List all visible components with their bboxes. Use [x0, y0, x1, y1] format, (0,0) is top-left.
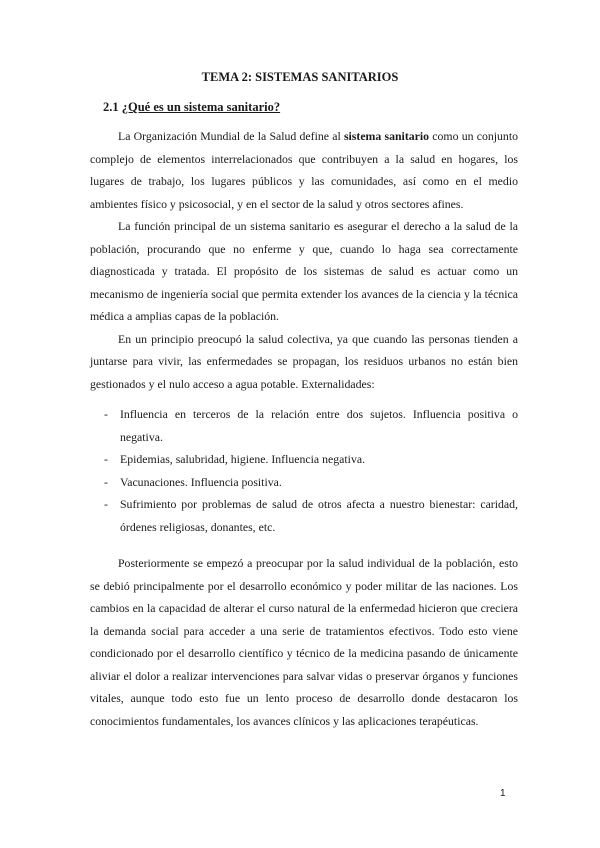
section-number: 2.1	[103, 100, 119, 114]
list-item	[90, 493, 518, 538]
paragraph-4: Posteriormente se empezó a preocupar por la salud individual de la población, esto se debió principalmente por el desarrollo económico y poder militar de las naciones. Los cambios en la capacidad de alterar el curso natural de la enfermedad hicieron que creciera la demanda social para acceder a una serie de tratamientos efectivos. Todo esto viene condicionado por el desarrollo científico y técnico de la medicina pasando de únicamente aliviar el dolor a realizar intervenciones para salvar vidas o preservar órganos y funciones vitales, aunque todo esto fue un lento proceso de desarrollo donde destacaron los conocimientos fundamentales, los avances clínicos y las aplicaciones terapéuticas.	[90, 556, 518, 728]
paragraph-2: La función principal de un sistema sanitario es asegurar el derecho a la salud de la población, procurando que no enferme y que, cuando lo haga sea correctamente diagnosticada y tratada. El propósito de los sistemas de salud es actuar como un mecanismo de ingeniería social que permita extender los avances de la ciencia y la técnica médica a amplias capas de la población.	[90, 219, 518, 323]
list-item-text: Epidemias, salubridad, higiene. Influencia negativa.	[120, 452, 366, 466]
section-title: ¿Qué es un sistema sanitario?	[121, 100, 281, 114]
list-item	[90, 403, 518, 448]
list-item-text: Influencia en terceros de la relación entre dos sujetos. Influencia positiva o negativa.	[120, 407, 518, 444]
list-item-text: Sufrimiento por problemas de salud de otros afecta a nuestro bienestar: caridad, órdenes religiosas, donantes, etc.	[120, 497, 518, 534]
section-heading	[103, 100, 280, 115]
page-number: 1	[500, 788, 506, 799]
bold-term-sistema-sanitario: sistema sanitario	[343, 129, 430, 143]
document-title: TEMA 2: SISTEMAS SANITARIOS	[201, 70, 399, 84]
list-item	[90, 448, 518, 471]
bullet-dash: -	[104, 407, 108, 421]
list-item	[90, 471, 518, 494]
paragraph-1	[90, 125, 518, 215]
document-body	[90, 125, 518, 732]
bullet-dash: -	[104, 474, 108, 489]
paragraph-1-end: como un conjunto complejo de elementos interrelacionados que contribuyen a la salud en hogares, los lugares de trabajo, los lugares públicos y las comunidades, así como en el medio ambientes físico y psicosocial, y en el sector de la salud y otros sectores afines.	[90, 129, 518, 211]
bullet-dash: -	[104, 497, 108, 511]
paragraph-3: En un principio preocupó la salud colectiva, ya que cuando las personas tienden a juntarse para vivir, las enfermedades se propagan, los residuos urbanos no están bien gestionados y el nulo acceso a agua potable. Externalidades:	[90, 331, 518, 391]
bullet-dash: -	[104, 452, 108, 466]
paragraph-1-start: La Organización Mundial de la Salud define al	[118, 129, 344, 143]
externalities-list	[90, 403, 518, 538]
list-item-text: Vacunaciones. Influencia positiva.	[120, 474, 282, 489]
